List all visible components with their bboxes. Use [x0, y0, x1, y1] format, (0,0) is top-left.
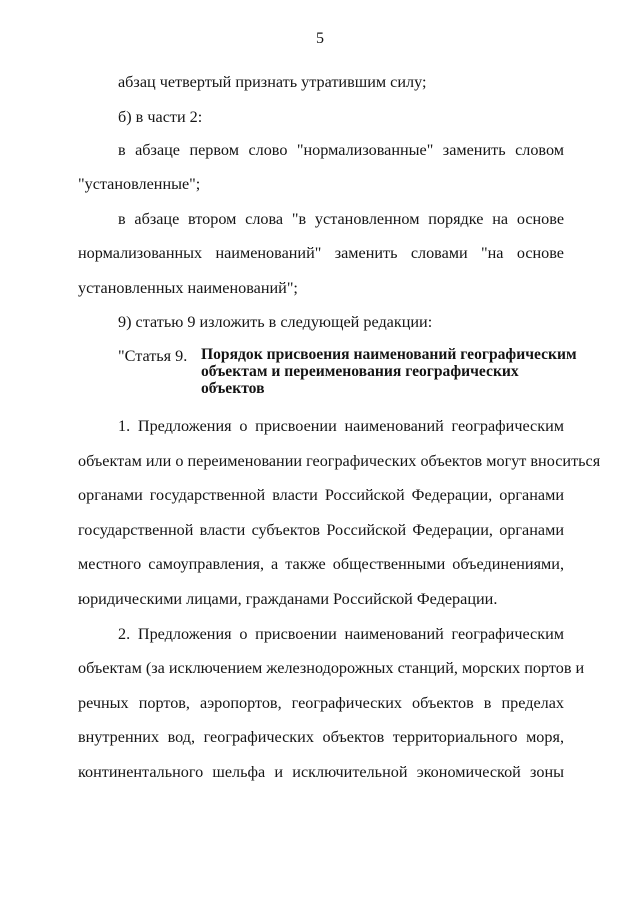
article-title-line: Порядок присвоения наименований географическим	[201, 346, 577, 363]
paragraph-2-line: 2. Предложения о присвоении наименований географическим	[118, 625, 564, 643]
paragraph-2-line: речных портов, аэропортов, географических объектов в пределах	[78, 694, 564, 712]
article-title	[201, 346, 577, 397]
paragraph-1-line: 1. Предложения о присвоении наименований географическим	[118, 417, 564, 435]
paragraph-2-line: континентального шельфа и исключительной экономической зоны	[78, 763, 564, 781]
article-title-line: объектам и переименования географических	[201, 363, 519, 380]
text-line: установленных наименований";	[78, 279, 298, 297]
text-line: в абзаце первом слово "нормализованные" заменить словом	[118, 141, 564, 159]
paragraph-2-line: объектам (за исключением железнодорожных станций, морских портов и	[78, 659, 585, 677]
paragraph-1-line: объектам или о переименовании географических объектов могут вноситься	[78, 452, 601, 470]
text-line: абзац четвертый признать утратившим силу;	[118, 73, 427, 91]
paragraph-1-line: государственной власти субъектов Российской Федерации, органами	[78, 521, 564, 539]
text-line: в абзаце втором слова "в установленном порядке на основе	[118, 210, 564, 228]
paragraph-1-line: органами государственной власти Российской Федерации, органами	[78, 486, 564, 504]
article-label: "Статья 9.	[118, 347, 188, 365]
text-line: 9) статью 9 изложить в следующей редакции:	[118, 313, 433, 331]
text-line: б) в части 2:	[118, 108, 203, 126]
text-line: нормализованных наименований" заменить словами "на основе	[78, 244, 564, 262]
text-line: "установленные";	[78, 175, 201, 193]
page-number: 5	[316, 30, 324, 47]
paragraph-1-line: юридическими лицами, гражданами Российской Федерации.	[78, 590, 498, 608]
article-title-line: объектов	[201, 380, 265, 397]
paragraph-2-line: внутренних вод, географических объектов территориального моря,	[78, 728, 564, 746]
paragraph-1-line: местного самоуправления, а также общественными объединениями,	[78, 555, 564, 573]
